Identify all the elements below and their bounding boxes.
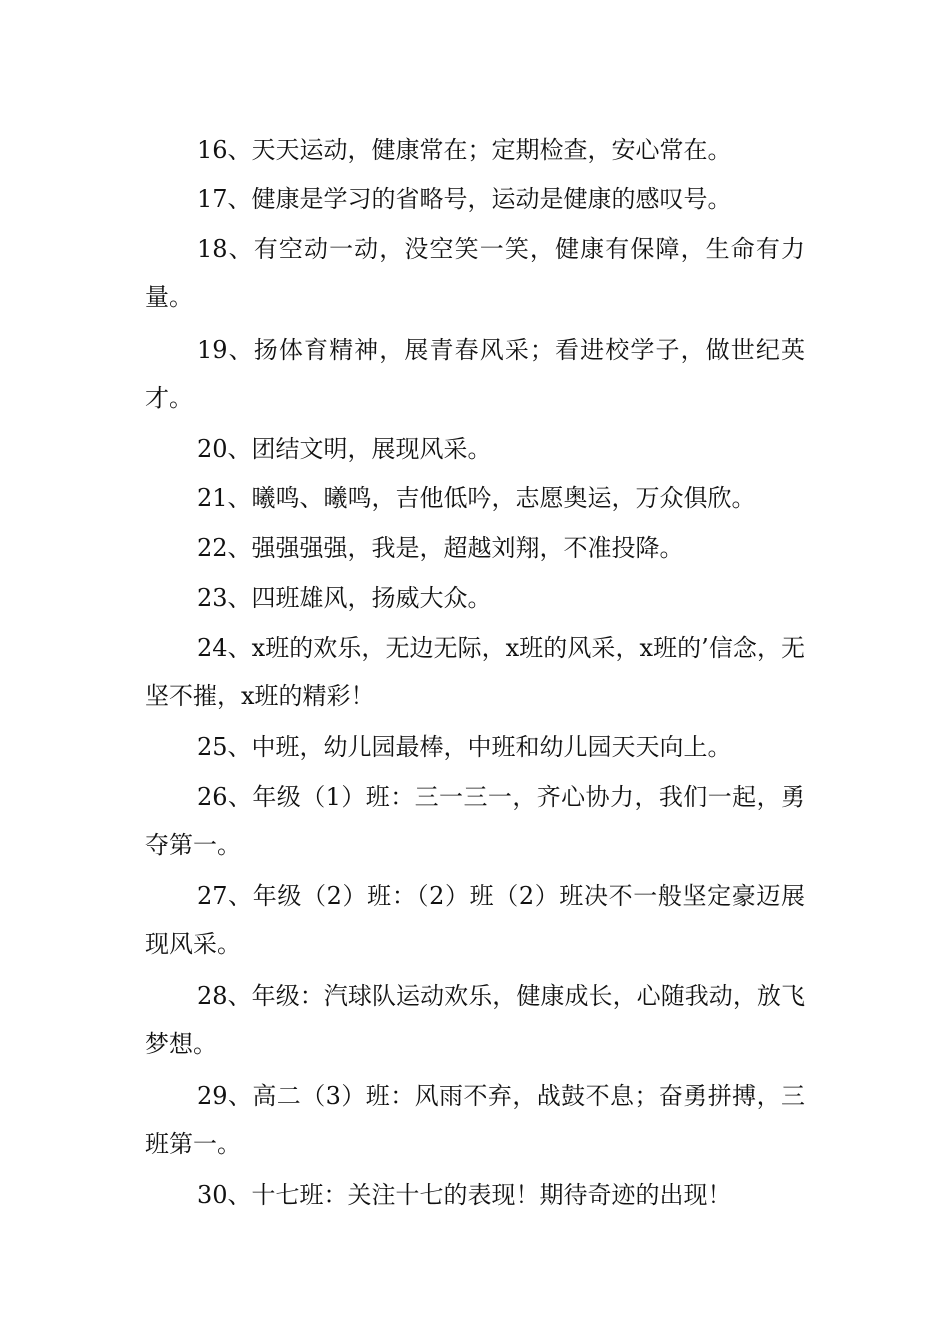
paragraph-21: 21、曦鸣、曦鸣，吉他低吟，志愿奥运，万众俱欣。: [197, 484, 756, 512]
paragraph-27: 27、年级（2）班：（2）班（2）班决不一般坚定豪迈展现风采。: [145, 882, 805, 958]
paragraph-28: 28、年级：汽球队运动欢乐，健康成长，心随我动，放飞梦想。: [145, 982, 805, 1058]
paragraph-16: 16、天天运动，健康常在；定期检查，安心常在。: [197, 136, 732, 164]
paragraph-23: 23、四班雄风，扬威大众。: [197, 584, 492, 612]
paragraph-30: 30、十七班：关注十七的表现！期待奇迹的出现！: [197, 1181, 732, 1209]
paragraph-18: 18、有空动一动，没空笑一笑，健康有保障，生命有力量。: [145, 235, 805, 311]
paragraph-25: 25、中班，幼儿园最棒，中班和幼儿园天天向上。: [197, 733, 732, 761]
paragraph-22: 22、强强强强，我是，超越刘翔，不准投降。: [197, 534, 684, 562]
paragraph-19: 19、扬体育精神，展青春风采；看进校学子，做世纪英才。: [145, 336, 805, 412]
paragraph-24: 24、x班的欢乐，无边无际，x班的风采，x班的’信念，无坚不摧，x班的精彩！: [145, 634, 805, 710]
paragraph-20: 20、团结文明，展现风采。: [197, 435, 492, 463]
paragraph-17: 17、健康是学习的省略号，运动是健康的感叹号。: [197, 185, 732, 213]
paragraph-26: 26、年级（1）班：三一三一，齐心协力，我们一起，勇夺第一。: [145, 783, 805, 859]
paragraph-29: 29、高二（3）班：风雨不弃，战鼓不息；奋勇拼搏，三班第一。: [145, 1082, 805, 1158]
